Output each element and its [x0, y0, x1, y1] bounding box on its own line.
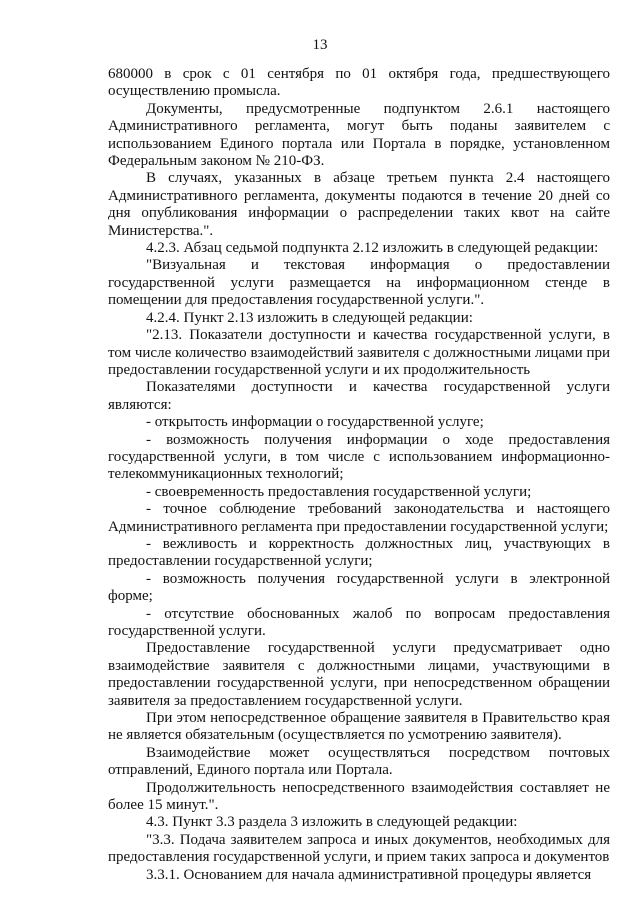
- paragraph: 4.2.3. Абзац седьмой подпункта 2.12 изложить в следующей редакции:: [146, 240, 599, 257]
- paragraph: Документы, предусмотренные подпунктом 2.6.1 настоящего Административного регламента, могут быть поданы заявителем с использованием Единого портала или Портала в порядке, установленном Федеральным законом № 210-ФЗ.: [108, 100, 610, 170]
- paragraph: В случаях, указанных в абзаце третьем пункта 2.4 настоящего Административного регламента, документы подаются в течение 20 дней со дня опубликования информации о распределении таких квот на сайте Министерства.".: [108, 170, 610, 239]
- paragraph: Взаимодействие может осуществляться посредством почтовых отправлений, Единого портала или Портала.: [108, 744, 610, 779]
- paragraph: "2.13. Показатели доступности и качества государственной услуги, в том числе количество взаимодействий заявителя с должностными лицами при предоставлении государственной услуги и их продолжительность: [108, 327, 610, 378]
- paragraph: Предоставление государственной услуги предусматривает одно взаимодействие заявителя с должностными лицами, участвующими в предоставлении государственной услуги, при непосредственном обращении заявителя за предоставлением государственной услуги.: [108, 640, 610, 709]
- document-body: [108, 66, 610, 884]
- list-item: - открытость информации о государственной услуге;: [146, 414, 484, 431]
- paragraph: 4.3. Пункт 3.3 раздела 3 изложить в следующей редакции:: [146, 814, 518, 831]
- paragraph: "3.3. Подача заявителем запроса и иных документов, необходимых для предоставления государственной услуги, и прием таких запроса и документов: [108, 831, 610, 866]
- list-item: - отсутствие обоснованных жалоб по вопросам предоставления государственной услуги.: [108, 605, 610, 639]
- list-item: - возможность получения государственной услуги в электронной форме;: [108, 570, 610, 605]
- page-number: 13: [312, 37, 328, 53]
- paragraph: 680000 в срок с 01 сентября по 01 октября года, предшествующего осуществлению промысла.: [108, 66, 610, 100]
- paragraph: Показателями доступности и качества государственной услуги являются:: [108, 379, 610, 413]
- paragraph: 3.3.1. Основанием для начала административной процедуры является: [146, 866, 592, 883]
- paragraph: 4.2.4. Пункт 2.13 изложить в следующей редакции:: [146, 309, 473, 326]
- paragraph: "Визуальная и текстовая информация о предоставлении государственной услуги размещается на информационном стенде в помещении для предоставления государственной услуги.".: [108, 257, 610, 309]
- paragraph: Продолжительность непосредственного взаимодействия составляет не более 15 минут.".: [108, 779, 610, 814]
- list-item: - возможность получения информации о ходе предоставления государственной услуги, в том числе с использованием информационно-телекоммуникационных технологий;: [108, 431, 610, 483]
- paragraph: При этом непосредственное обращение заявителя в Правительство края не является обязательным (осуществляется по усмотрению заявителя).: [108, 710, 610, 744]
- list-item: - своевременность предоставления государственной услуги;: [146, 483, 532, 500]
- list-item: - точное соблюдение требований законодательства и настоящего Административного регламента при предоставлении государственной услуги;: [108, 501, 610, 535]
- list-item: - вежливость и корректность должностных лиц, участвующих в предоставлении государственной услуги;: [108, 535, 610, 570]
